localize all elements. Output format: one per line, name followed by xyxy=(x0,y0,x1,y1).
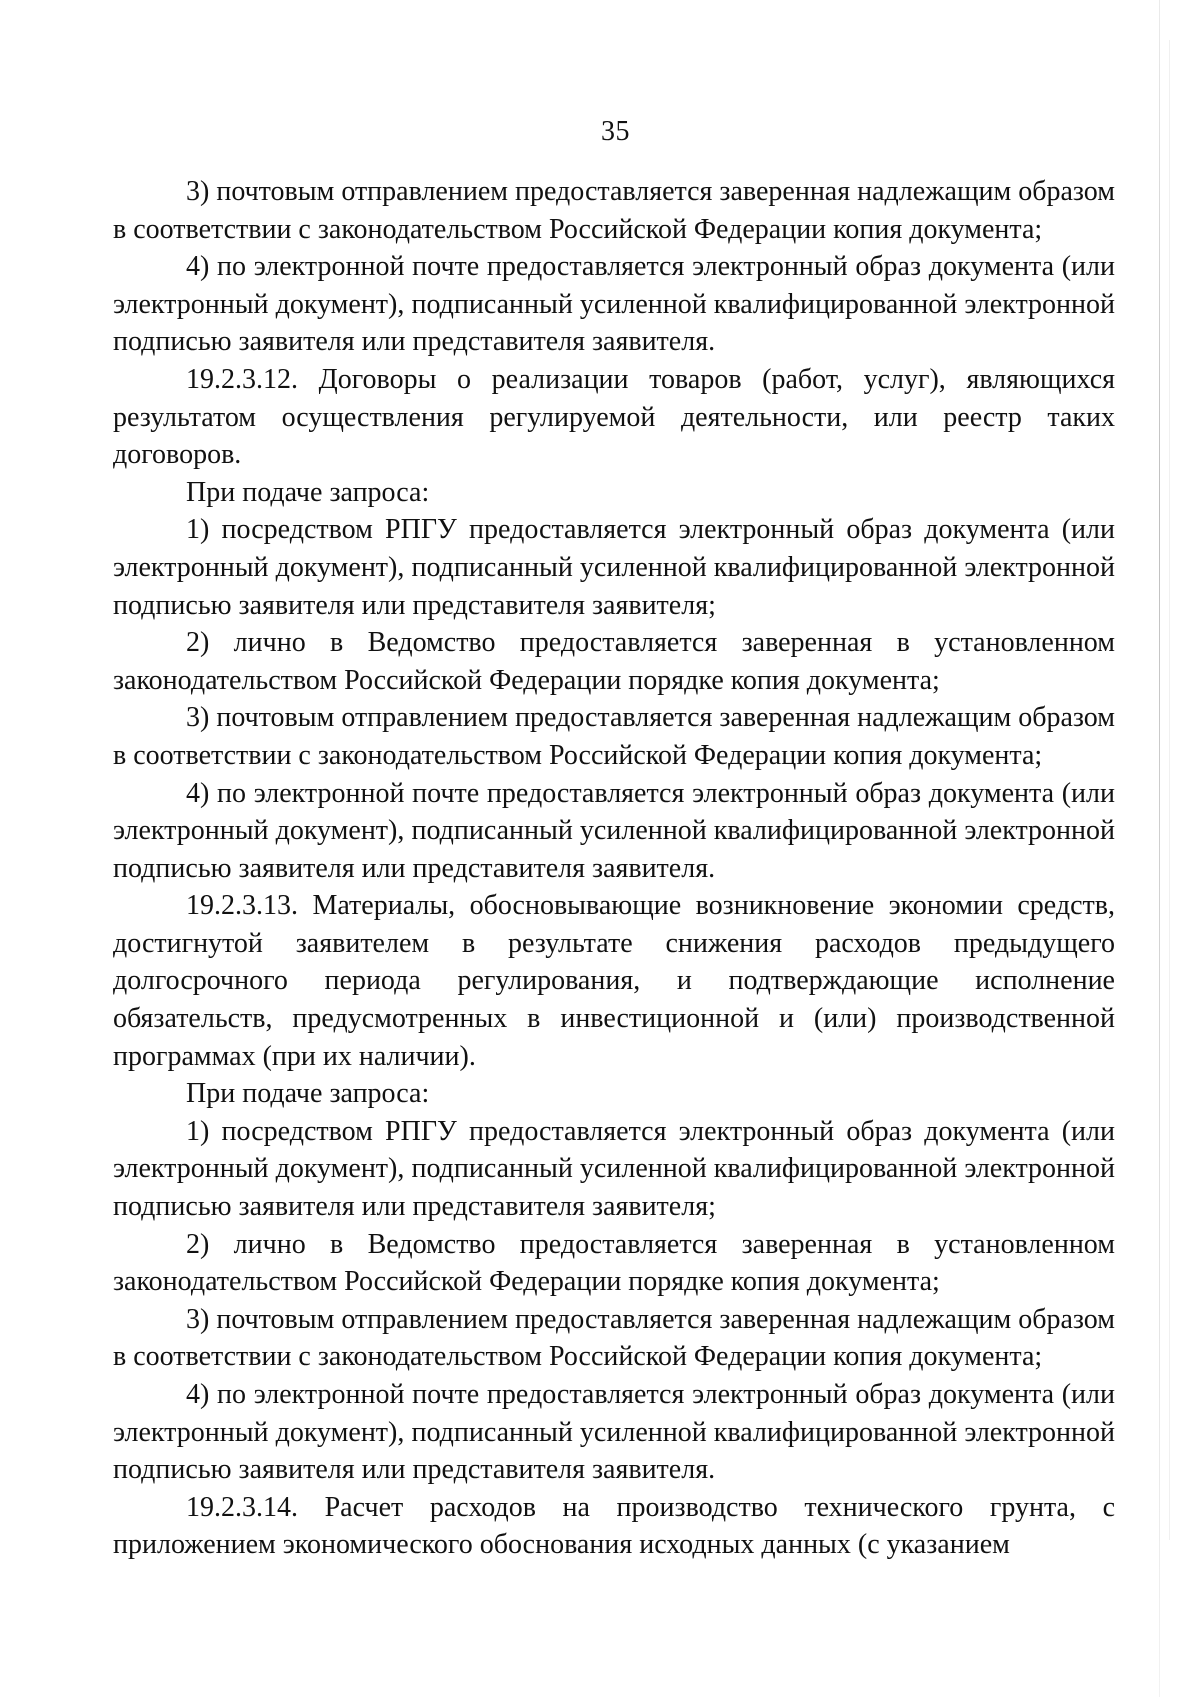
scan-edge-faint xyxy=(1169,40,1170,1540)
paragraph-item-4-email: 4) по электронной почте предоставляется электронный образ документа (или электронный документ), подписанный усиленной квалифицированной электронной подписью заявителя или представителя заявителя. xyxy=(113,251,1115,358)
paragraph-request-heading: При подаче запроса: xyxy=(186,476,430,508)
scan-edge xyxy=(1159,0,1160,1697)
paragraph-item-3-mail: 3) почтовым отправлением предоставляется заверенная надлежащим образом в соответствии с законодательством Российской Федерации копия документа; xyxy=(113,702,1115,771)
page-number: 35 xyxy=(601,116,630,147)
paragraph-section-19-2-3-14: 19.2.3.14. Расчет расходов на производство технического грунта, с приложением экономического обоснования исходных данных (с указанием xyxy=(113,1491,1115,1561)
paragraph-section-19-2-3-13: 19.2.3.13. Материалы, обосновывающие возникновение экономии средств, достигнутой заявителем в результате снижения расходов предыдущего долгосрочного периода регулирования, и подтверждающие исполнение обязательств, предусмотренных в инвестиционной и (или) производственной программах (при их наличии). xyxy=(113,890,1115,1072)
document-body xyxy=(113,173,1115,1564)
paragraph-section-19-2-3-12: 19.2.3.12. Договоры о реализации товаров (работ, услуг), являющихся результатом осуществления регулируемой деятельности, или реестр таких договоров. xyxy=(113,363,1115,471)
paragraph-item-3-mail: 3) почтовым отправлением предоставляется заверенная надлежащим образом в соответствии с законодательством Российской Федерации копия документа; xyxy=(113,1303,1115,1373)
paragraph-item-1-rpgu: 1) посредством РПГУ предоставляется электронный образ документа (или электронный документ), подписанный усиленной квалифицированной электронной подписью заявителя или представителя заявителя; xyxy=(113,1115,1115,1223)
paragraph-item-1-rpgu: 1) посредством РПГУ предоставляется электронный образ документа (или электронный документ), подписанный усиленной квалифицированной электронной подписью заявителя или представителя заявителя; xyxy=(113,514,1115,621)
paragraph-item-2-in-person: 2) лично в Ведомство предоставляется заверенная в установленном законодательством Российской Федерации порядке копия документа; xyxy=(113,627,1115,696)
paragraph-request-heading: При подаче запроса: xyxy=(186,1078,430,1110)
paragraph-item-4-email: 4) по электронной почте предоставляется электронный образ документа (или электронный документ), подписанный усиленной квалифицированной электронной подписью заявителя или представителя заявителя. xyxy=(113,1379,1115,1486)
paragraph-item-2-in-person: 2) лично в Ведомство предоставляется заверенная в установленном законодательством Российской Федерации порядке копия документа; xyxy=(113,1228,1115,1298)
paragraph-item-4-email: 4) по электронной почте предоставляется электронный образ документа (или электронный документ), подписанный усиленной квалифицированной электронной подписью заявителя или представителя заявителя. xyxy=(113,777,1115,884)
paragraph-item-3-mail: 3) почтовым отправлением предоставляется заверенная надлежащим образом в соответствии с законодательством Российской Федерации копия документа; xyxy=(113,176,1115,245)
